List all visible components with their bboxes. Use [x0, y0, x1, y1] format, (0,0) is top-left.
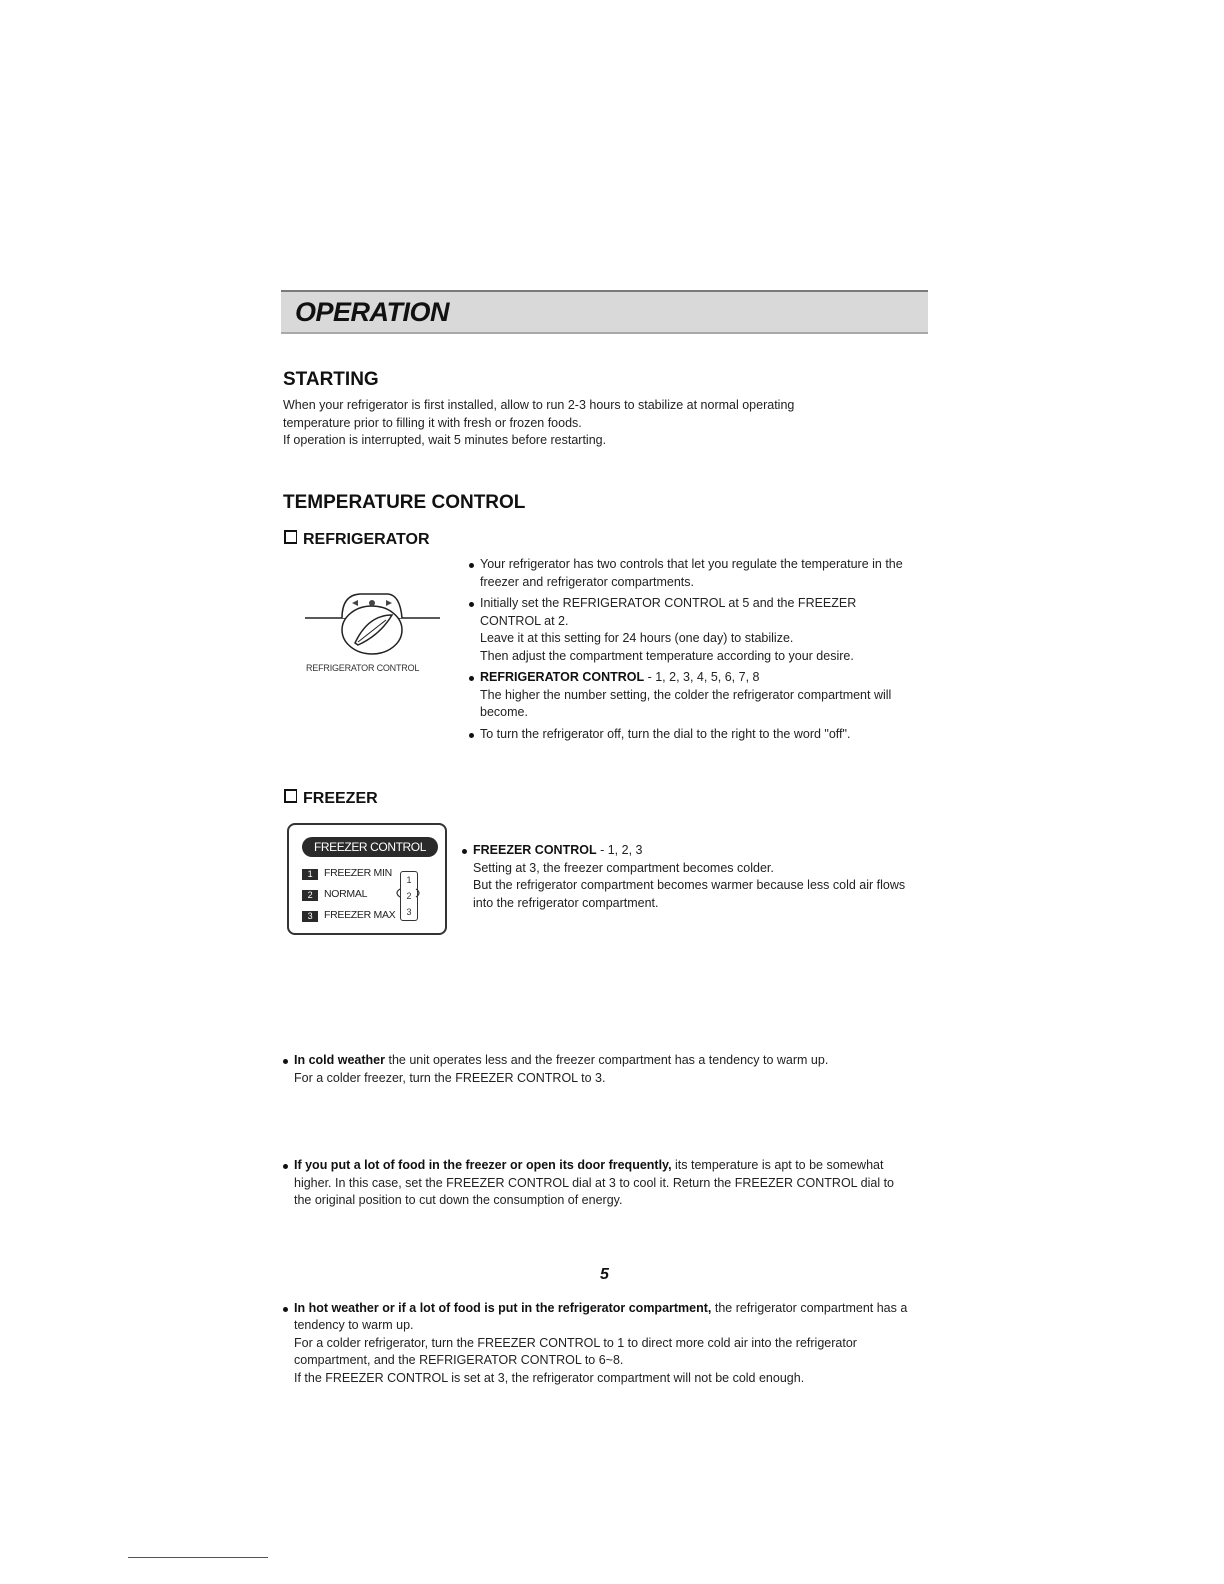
- bullet-line: Leave it at this setting for 24 hours (one day) to stabilize.: [480, 631, 794, 645]
- bullet-line: To turn the refrigerator off, turn the dial to the right to the word "off".: [480, 726, 851, 741]
- note-line: For a colder freezer, turn the FREEZER CONTROL to 3.: [294, 1070, 606, 1085]
- setting-label: FREEZER MIN: [324, 867, 392, 879]
- bullet-line: Initially set the REFRIGERATOR CONTROL at 5 and the FREEZER: [480, 596, 857, 610]
- page-number: 5: [600, 1266, 609, 1283]
- note-line: the original position to cut down the consumption of energy.: [294, 1193, 623, 1207]
- refrigerator-control-diagram: [300, 585, 450, 680]
- bullet-rest: - 1, 2, 3: [596, 843, 643, 857]
- note-line: If the FREEZER CONTROL is set at 3, the refrigerator compartment will not be cold enough.: [294, 1370, 805, 1385]
- freezer-control-panel: [287, 823, 447, 935]
- note-hot-weather: [282, 1300, 939, 1388]
- note-text: the refrigerator compartment has a: [711, 1300, 908, 1315]
- bullet-item: [468, 556, 923, 591]
- freezer-panel-title: FREEZER CONTROL: [302, 837, 438, 857]
- refrigerator-dial-icon: [300, 585, 450, 663]
- checkbox-square-icon: [284, 789, 297, 803]
- freezer-subheading-label: FREEZER: [303, 790, 378, 807]
- bullet-item: [468, 595, 923, 665]
- setting-number: 3: [302, 911, 318, 922]
- starting-line: When your refrigerator is first installed, allow to run 2-3 hours to stabilize at normal operating: [283, 398, 795, 412]
- bullet-line: Setting at 3, the freezer compartment becomes colder.: [473, 860, 774, 875]
- freezer-subheading: [284, 789, 378, 808]
- bullet-line: into the refrigerator compartment.: [473, 895, 659, 910]
- note-line: [294, 1300, 939, 1318]
- note-text: the unit operates less and the freezer compartment has a tendency to warm up.: [385, 1053, 829, 1067]
- starting-heading: STARTING: [283, 369, 379, 390]
- bullet-line: Your refrigerator has two controls that let you regulate the temperature in the: [480, 557, 903, 571]
- freezer-setting-row: [302, 888, 367, 902]
- note-line: For a colder refrigerator, turn the FREEZER CONTROL to 1 to direct more cold air into the refrigerator: [294, 1335, 857, 1350]
- setting-number: 1: [302, 869, 318, 880]
- bullet-line: [473, 842, 935, 860]
- refrigerator-subheading: [284, 530, 430, 549]
- bullet-item: [468, 669, 923, 722]
- section-banner: [281, 290, 928, 334]
- setting-number: 2: [302, 890, 318, 901]
- starting-line: temperature prior to filling it with fresh or frozen foods.: [283, 415, 582, 430]
- checkbox-square-icon: [284, 530, 297, 544]
- bullet-line: CONTROL at 2.: [480, 613, 569, 628]
- dial-mark: 1: [406, 875, 412, 885]
- freezer-dial-icon: [400, 871, 418, 921]
- bullet-line: [480, 669, 923, 687]
- starting-line: If operation is interrupted, wait 5 minutes before restarting.: [283, 433, 607, 447]
- dial-mark: 2: [406, 891, 412, 901]
- note-frequent-door: [282, 1157, 939, 1210]
- freezer-bullet: [461, 842, 935, 912]
- refrigerator-bullets: [468, 556, 923, 747]
- note-line: compartment, and the REFRIGERATOR CONTROL to 6~8.: [294, 1353, 624, 1367]
- dial-mark: 3: [406, 907, 412, 917]
- note-line: tendency to warm up.: [294, 1318, 414, 1332]
- setting-label: NORMAL: [324, 888, 368, 900]
- bullet-item: [468, 726, 923, 744]
- bullet-line: But the refrigerator compartment becomes warmer because less cold air flows: [473, 878, 906, 892]
- bullet-line: Then adjust the compartment temperature according to your desire.: [480, 648, 854, 663]
- freezer-setting-row: [302, 867, 392, 881]
- footer-divider: [128, 1557, 268, 1558]
- note-bold: If you put a lot of food in the freezer or open its door frequently,: [294, 1158, 672, 1172]
- bullet-bold: FREEZER CONTROL: [473, 843, 597, 857]
- note-cold-weather: [282, 1052, 939, 1087]
- setting-label: FREEZER MAX: [324, 909, 396, 921]
- temperature-control-heading: TEMPERATURE CONTROL: [283, 492, 526, 513]
- bullet-line: The higher the number setting, the colder the refrigerator compartment will: [480, 687, 892, 702]
- starting-body: [283, 397, 923, 450]
- note-line: higher. In this case, set the FREEZER CONTROL dial at 3 to cool it. Return the FREEZER CONTROL dial to: [294, 1175, 894, 1190]
- note-bold: In hot weather or if a lot of food is put in the refrigerator compartment,: [294, 1300, 712, 1315]
- bullet-line: freezer and refrigerator compartments.: [480, 574, 694, 589]
- bullet-bold: REFRIGERATOR CONTROL: [480, 670, 645, 684]
- refrigerator-diagram-caption: REFRIGERATOR CONTROL: [306, 663, 420, 673]
- note-line: [294, 1157, 939, 1175]
- note-line: [294, 1052, 939, 1070]
- bullet-line: become.: [480, 705, 528, 719]
- note-bold: In cold weather: [294, 1053, 385, 1067]
- freezer-setting-row: [302, 909, 395, 923]
- page-title: OPERATION: [295, 297, 450, 327]
- refrigerator-subheading-label: REFRIGERATOR: [303, 531, 430, 548]
- bullet-rest: - 1, 2, 3, 4, 5, 6, 7, 8: [644, 670, 760, 684]
- note-text: its temperature is apt to be somewhat: [671, 1158, 884, 1172]
